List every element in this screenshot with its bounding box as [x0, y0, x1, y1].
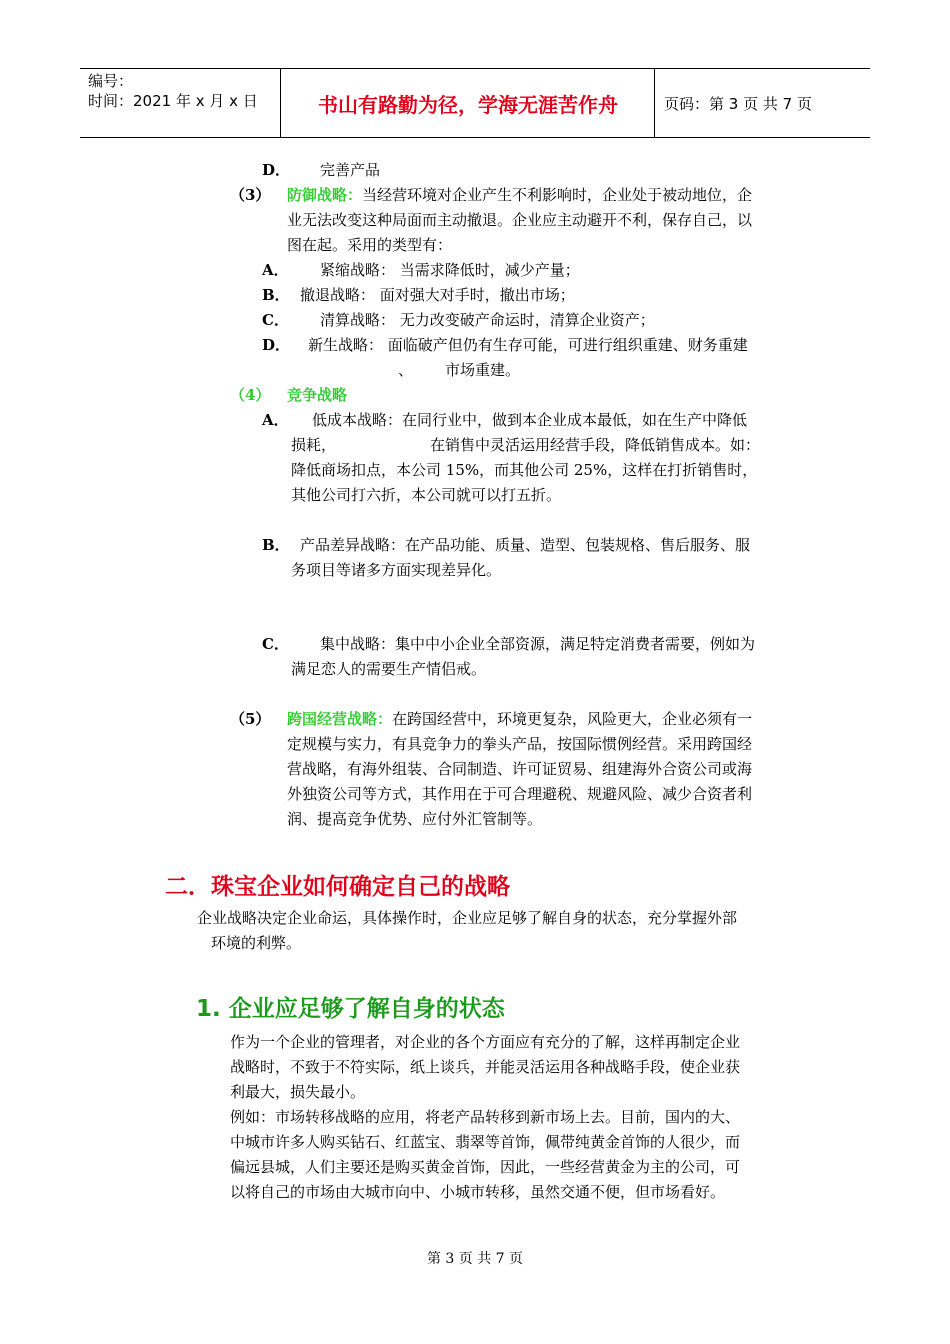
paragraph-line: 偏远县城，人们主要还是购买黄金首饰，因此，一些经营黄金为主的公司，可: [230, 1158, 741, 1176]
item-number: （5）: [230, 710, 271, 728]
date-label: 时间：2021 年 x 月 x 日: [88, 92, 258, 110]
header-page-info: 页码：第 3 页 共 7 页: [664, 95, 812, 113]
paragraph-line: 作为一个企业的管理者，对企业的各个方面应有充分的了解，这样再制定企业: [230, 1033, 741, 1051]
section-heading: 二．珠宝企业如何确定自己的战略: [165, 874, 510, 900]
paragraph-text: 当经营环境对企业产生不利影响时，企业处于被动地位，企: [362, 186, 753, 204]
paragraph-line: 定规模与实力，有具竞争力的拳头产品，按国际惯例经营。采用跨国经: [287, 735, 753, 753]
list-item-text: 降低商场扣点，本公司 15%，而其他公司 25%，这样在打折销售时，: [291, 461, 758, 479]
subsection-heading: 1. 企业应足够了解自身的状态: [196, 996, 505, 1022]
list-item-text: 市场重建。: [445, 361, 521, 379]
paragraph-line: 润、提高竞争优势、应付外汇管制等。: [287, 810, 543, 828]
page-footer: 第 3 页 共 7 页: [426, 1251, 524, 1267]
paragraph-line: [287, 183, 752, 208]
list-item-text: 完善产品: [320, 161, 381, 179]
list-marker: B．: [262, 536, 290, 554]
list-item-text: 在销售中灵活运用经营手段，降低销售成本。如：: [430, 436, 761, 454]
list-item-text: 满足恋人的需要生产情侣戒。: [291, 660, 487, 678]
page-header: [80, 68, 870, 138]
paragraph-line: 例如：市场转移战略的应用，将老产品转移到新市场上去。目前，国内的大、: [230, 1108, 741, 1126]
paragraph-line: 战略时，不致于不符实际，纸上谈兵，并能灵活运用各种战略手段，使企业获: [230, 1058, 741, 1076]
paragraph-text: 在跨国经营中，环境更复杂，风险更大，企业必须有一: [392, 710, 753, 728]
paragraph-line: 图在起。采用的类型有：: [287, 236, 453, 254]
list-marker: C．: [262, 311, 289, 329]
strategy-label: 防御战略：: [287, 186, 363, 204]
list-marker: A．: [262, 411, 289, 429]
list-item-text: 紧缩战略： 当需求降低时，减少产量；: [320, 261, 580, 279]
paragraph-line: 营战略，有海外组装、合同制造、许可证贸易、组建海外合资公司或海: [287, 760, 753, 778]
list-item-text: 集中战略：集中中小企业全部资源，满足特定消费者需要，例如为: [320, 635, 756, 653]
header-motto: 书山有路勤为径，学海无涯苦作舟: [318, 93, 618, 117]
paragraph-line: [287, 707, 752, 732]
list-item-text: 产品差异战略：在产品功能、质量、造型、包装规格、售后服务、服: [300, 536, 751, 554]
strategy-label: 跨国经营战略：: [287, 710, 393, 728]
list-item-text: 损耗，: [291, 436, 337, 454]
strategy-label: 竞争战略: [287, 386, 348, 404]
list-item-text: 低成本战略：在同行业中，做到本企业成本最低，如在生产中降低: [312, 411, 748, 429]
list-item-text: 新生战略： 面临破产但仍有生存可能，可进行组织重建、财务重建: [308, 336, 748, 354]
item-number: （4）: [230, 386, 271, 404]
list-item-text: 、: [398, 361, 414, 379]
paragraph-line: 企业战略决定企业命运，具体操作时，企业应足够了解自身的状态，充分掌握外部: [197, 909, 738, 927]
paragraph-line: 利最大，损失最小。: [230, 1083, 366, 1101]
list-marker: A．: [262, 261, 289, 279]
paragraph-line: 环境的利弊。: [211, 934, 302, 952]
list-item-text: 其他公司打六折，本公司就可以打五折。: [291, 486, 562, 504]
header-divider: [654, 69, 655, 137]
list-marker: B．: [262, 286, 290, 304]
list-marker: C．: [262, 635, 289, 653]
paragraph-line: 中城市许多人购买钻石、红蓝宝、翡翠等首饰，佩带纯黄金首饰的人很少，而: [230, 1133, 741, 1151]
list-item-text: 清算战略： 无力改变破产命运时，清算企业资产；: [320, 311, 655, 329]
list-item-text: 务项目等诸多方面实现差异化。: [291, 561, 502, 579]
paragraph-line: 外独资公司等方式，其作用在于可合理避税、规避风险、减少合资者利: [287, 785, 753, 803]
item-number: （3）: [230, 186, 271, 204]
header-divider: [280, 69, 281, 137]
list-marker: D．: [262, 161, 291, 179]
paragraph-line: 以将自己的市场由大城市向中、小城市转移，虽然交通不便，但市场看好。: [230, 1183, 726, 1201]
serial-label: 编号：: [88, 72, 134, 90]
paragraph-line: 业无法改变这种局面而主动撤退。企业应主动避开不利，保存自己，以: [287, 211, 753, 229]
list-marker: D．: [262, 336, 291, 354]
header-left: [88, 71, 258, 111]
list-item-text: 撤退战略： 面对强大对手时，撤出市场；: [300, 286, 575, 304]
